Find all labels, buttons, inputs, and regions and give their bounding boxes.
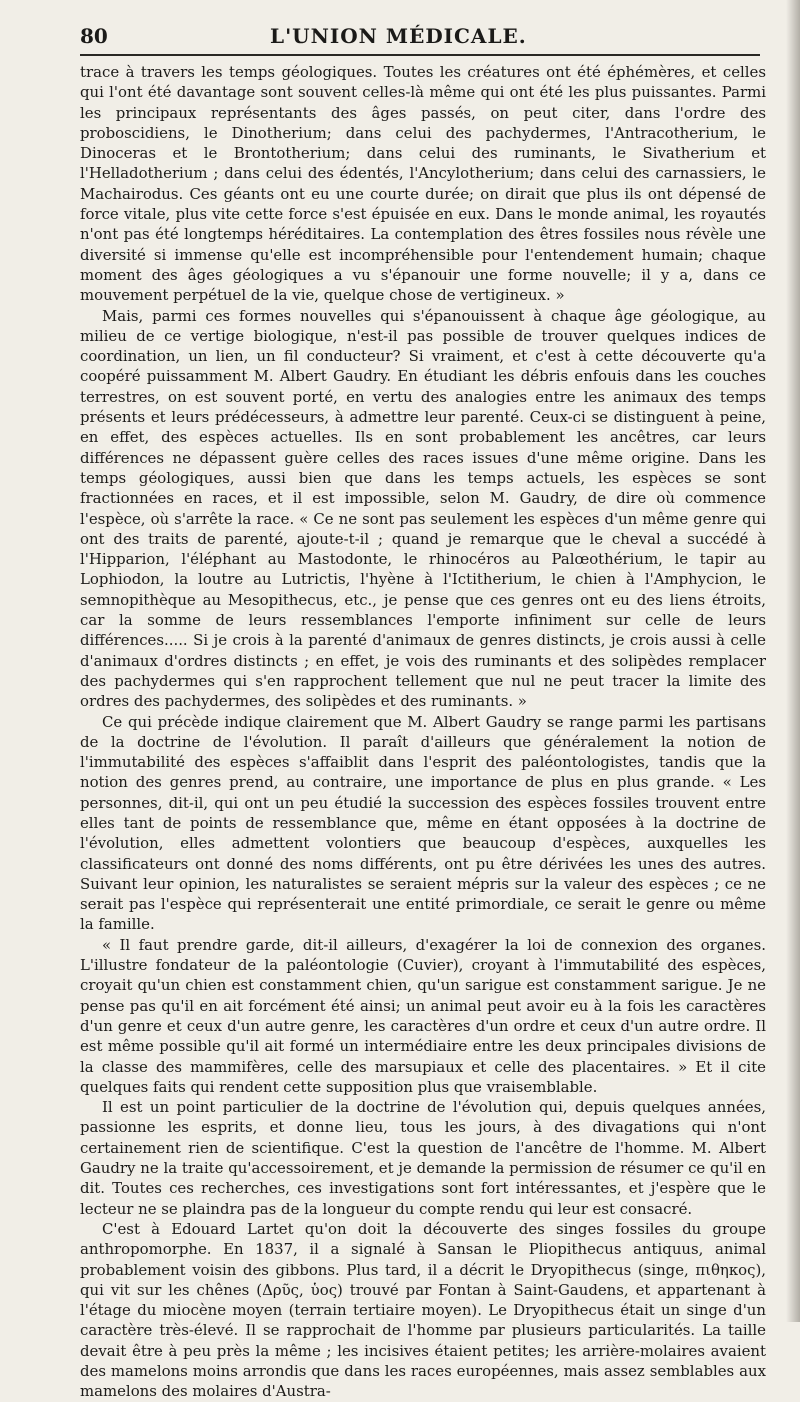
paragraph: trace à travers les temps géologiques. Toutes les créatures ont été éphémères, et celles qui l'ont été davantage sont souvent celles-là même qui ont été les plus puissantes. Parmi les principaux représentants des âges passés, on peut citer, dans l'ordre des proboscidiens, le Dinotherium; dans celui des pachydermes, l'Antracotherium, le Dinoceras et le Brontotherium; dans celui des ruminants, le Sivatherium et l'Helladotherium ; dans celui des édentés, l'Ancylotherium; dans celui des carnassiers, le Machairodus. Ces géants ont eu une courte durée; on dirait que plus ils ont dépensé de force vitale, plus vite cette force s'est épuisée en eux. Dans le monde animal, les royautés n'ont pas été longtemps héréditaires. La contemplation des êtres fossiles nous révèle une diversité si immense qu'elle est incompréhensible pour l'entendement humain; chaque moment des âges géologiques a vu s'épanouir une forme nouvelle; il y a, dans ce mouvement perpétuel de la vie, quelque chose de vertigineux. » — [80, 63, 766, 305]
paragraph: Mais, parmi ces formes nouvelles qui s'épanouissent à chaque âge géologique, au milieu de ce vertige biologique, n'est-il pas possible de trouver quelques indices de coordination, un lien, un fil conducteur? Si vraiment, et c'est à cette découverte qu'a coopéré puissamment M. Albert Gaudry. En étudiant les débris enfouis dans les couches terrestres, on est souvent porté, en vertu des analogies entre les animaux des temps présents et leurs prédécesseurs, à admettre leur parenté. Ceux-ci se distinguent à peine, en effet, des espèces actuelles. Ils en sont probablement les ancêtres, car leurs différences ne dépassent guère celles des races issues d'une même origine. Dans les temps géologiques, aussi bien que dans les temps actuels, les espèces se sont fractionnées en races, et il est impossible, selon M. Gaudry, de dire où commence l'espèce, où s'arrête la race. « Ce ne sont pas seulement les espèces d'un même genre qui ont des traits de parenté, ajoute-t-il ; quand je remarque que le cheval a succédé à l'Hipparion, l'éléphant au Mastodonte, le rhinocéros au Palœothérium, le tapir au Lophiodon, la loutre au Lutrictis, l'hyène à l'Ictitherium, le chien à l'Amphycion, le semnopithèque au Mesopithecus, etc., je pense que ces genres ont eu des liens étroits, car la somme de leurs ressemblances l'emporte infiniment sur celle de leurs différences..... Si je crois à la parenté d'animaux de genres distincts, je crois aussi à celle d'animaux d'ordres distincts ; en effet, je vois des ruminants et des solipèdes remplacer des pachydermes qui s'en rapprochent tellement que nul ne peut tracer la limite des ordres des pachydermes, des solipèdes et des ruminants. » — [80, 306, 766, 711]
paragraph: Il est un point particulier de la doctrine de l'évolution qui, depuis quelques années, passionne les esprits, et donne lieu, tous les jours, à des divagations qui n'ont certainement rien de scientifique. C'est la question de l'ancêtre de l'homme. M. Albert Gaudry ne la traite qu'accessoirement, et je demande la permission de résumer ce qu'il en dit. Toutes ces recherches, ces investigations sont fort intéressantes, et j'espère que le lecteur ne se plaindra pas de la longueur du compte rendu qui leur est consacré. — [80, 1098, 766, 1218]
body-text — [80, 62, 766, 1402]
paragraph: « Il faut prendre garde, dit-il ailleurs, d'exagérer la loi de connexion des organes. L'illustre fondateur de la paléontologie (Cuvier), croyant à l'immutabilité des espèces, croyait qu'un chien est constamment chien, qu'un sarigue est constamment sarigue. Je ne pense pas qu'il en ait forcément été ainsi; un animal peut avoir eu à la fois les caractères d'un genre et ceux d'un autre genre, les caractères d'un ordre et ceux d'un autre ordre. Il est même possible qu'il ait formé un intermédiaire entre les deux principales divisions de la classe des mammifères, celle des marsupiaux et celle des placentaires. » Et il cite quelques faits qui rendent cette supposition plus que vraisemblable. — [80, 935, 766, 1096]
page-number: 80 — [80, 24, 108, 48]
page-header — [80, 24, 760, 56]
paragraph: Ce qui précède indique clairement que M. Albert Gaudry se range parmi les partisans de la doctrine de l'évolution. Il paraît d'ailleurs que généralement la notion de l'immutabilité des espèces s'affaiblit dans l'esprit des paléontologistes, tandis que la notion des genres prend, au contraire, une importance de plus en plus grande. « Les personnes, dit-il, qui ont un peu étudié la succession des espèces fossiles trouvent entre elles tant de points de ressemblance que, même en étant opposées à la doctrine de l'évolution, elles admettent volontiers que beaucoup d'espèces, auxquelles les classificateurs ont donné des noms différents, ont pu être dérivées les unes des autres. Suivant leur opinion, les naturalistes se seraient mépris sur la valeur des espèces ; ce ne serait pas l'espèce qui représenterait une entité primordiale, ce serait le genre ou même la famille. — [80, 712, 766, 934]
page-edge-shadow — [786, 0, 800, 1322]
running-title: L'UNION MÉDICALE. — [270, 24, 527, 48]
paragraph: C'est à Edouard Lartet qu'on doit la découverte des singes fossiles du groupe anthropomorphe. En 1837, il a signalé à Sansan le Pliopithecus antiquus, animal probablement voisin des gibbons. Plus tard, il a décrit le Dryopithecus (singe, πιθηκος), qui vit sur les chênes (Δρῦς, ὑος) trouvé par Fontan à Saint-Gaudens, et appartenant à l'étage du miocène moyen (terrain tertiaire moyen). Le Dryopithecus était un singe d'un caractère très-élevé. Il se rapprochait de l'homme par plusieurs particularités. La taille devait être à peu près la même ; les incisives étaient petites; les arrière-molaires avaient des mamelons moins arrondis que dans les races européennes, mais assez semblables aux mamelons des molaires d'Austra- — [80, 1219, 766, 1401]
